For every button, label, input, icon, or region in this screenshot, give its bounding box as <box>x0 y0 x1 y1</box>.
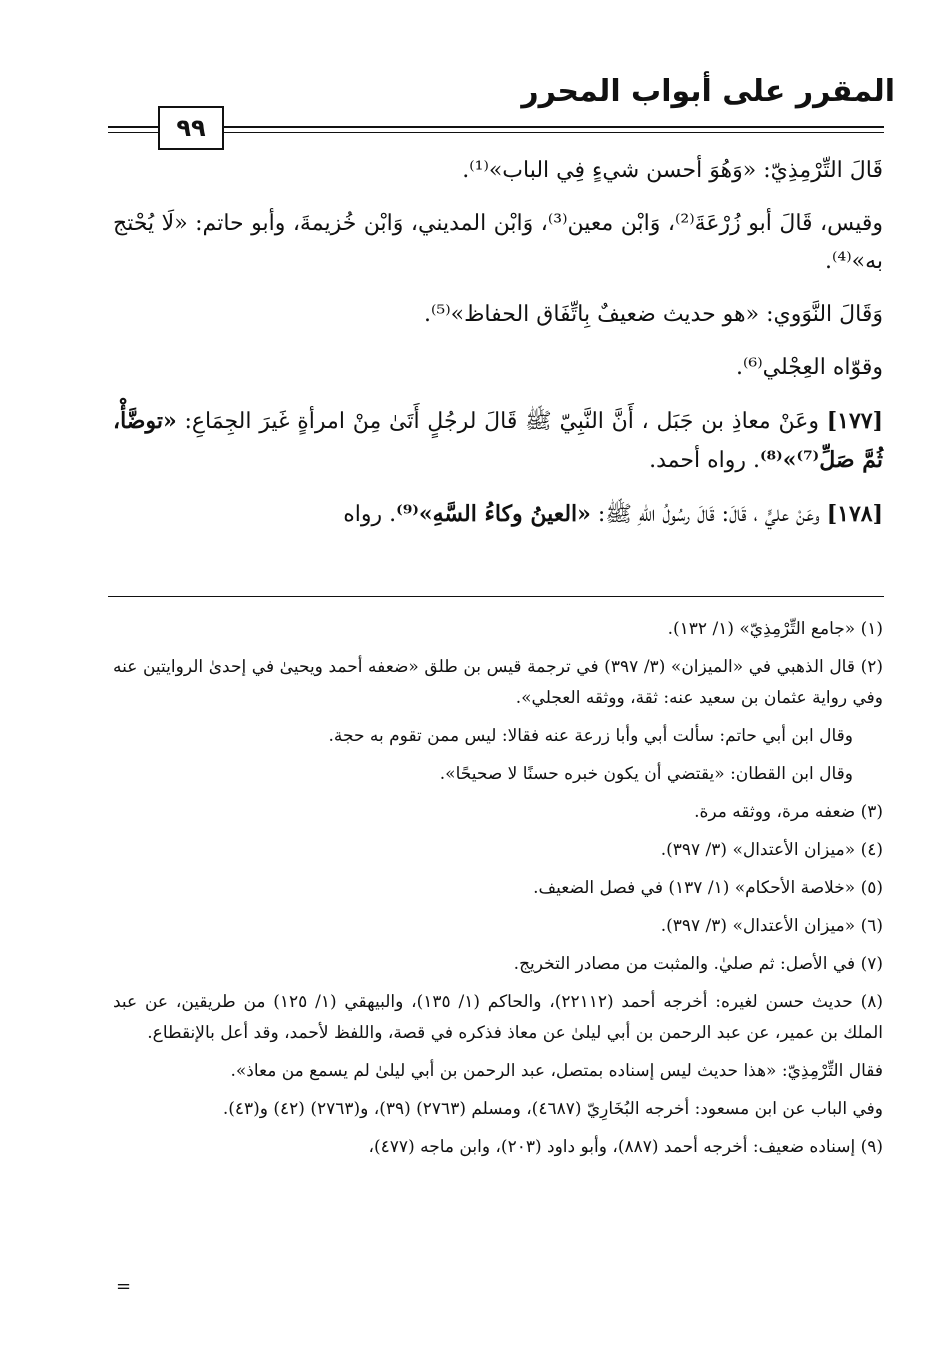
hadith-177-quote: «توضَّأْ، ثُمَّ صَلِّ⁽⁷⁾»⁽⁸⁾ <box>113 408 883 473</box>
hadith-178-text-b: . رواه <box>343 502 397 527</box>
paragraph-qays: وقيس، قَالَ أبو زُرْعَةَ⁽²⁾، وَابْن معين⁽³⁾، وَابْن المديني، وَابْن خُزيمةَ، وأبو حاتم: «لَا يُحْتج به»⁽⁴⁾. <box>113 211 883 274</box>
paragraph-ijli: وقوّاه العِجْلي⁽⁶⁾. <box>735 355 883 380</box>
footnote-2-ibn-abi-hatim: وقال ابن أبي حاتم: سألت أبي وأبا زرعة عنه فقالا: ليس ممن تقوم به حجة. <box>328 726 853 746</box>
main-text <box>113 152 883 549</box>
paragraph-tirmidhi-quote: قَالَ التِّرْمِذِيّ: «وَهُوَ أحسن شيءٍ فِي الباب»⁽¹⁾. <box>462 158 883 183</box>
hadith-178-quote: «العينُ وكاءُ السَّهِ»⁽⁹⁾ <box>396 501 591 527</box>
footnote-8: (٨) حديث حسن لغيره: أخرجه أحمد (٢٢١١٢)، والحاكم (١/ ١٣٥)، والبيهقي (١/ ١٢٥) من طريقين، عن عبد الملك بن عمير، عن عبد الرحمن بن أبي ليلىٰ عن معاذ فذكره في قصة، واللفظ لأحمد، وقد أعل بالإنقطاع. <box>113 992 883 1043</box>
header-rule <box>108 126 884 128</box>
footnote-4: (٤) «ميزان الأعتدال» (٣/ ٣٩٧). <box>660 840 883 860</box>
footnote-separator <box>108 596 884 597</box>
footnote-3: (٣) ضعفه مرة، ووثقه مرة. <box>694 802 883 822</box>
running-title: المقرر على أبواب المحرر <box>521 74 895 109</box>
footnote-2-ibn-al-qattan: وقال ابن القطان: «يقتضي أن يكون خبره حسنًا لا صحيحًا». <box>439 764 853 784</box>
page-number: ٩٩ <box>158 106 224 150</box>
footnote-5: (٥) «خلاصة الأحكام» (١/ ١٣٧) في فصل الضعيف. <box>533 878 883 898</box>
footnote-6: (٦) «ميزان الأعتدال» (٣/ ٣٩٧). <box>660 916 883 936</box>
header-rule-thin <box>108 132 884 133</box>
hadith-178-text-a: وعَنْ عليٍّ ، قَالَ: قَالَ رسُولُ اللهِ ﷺ: <box>597 502 820 527</box>
hadith-number-178: [١٧٨] <box>826 501 883 527</box>
hadith-178 <box>113 495 883 534</box>
footnote-2: (٢) قال الذهبي في «الميزان» (٣/ ٣٩٧) في ترجمة قيس بن طلق «ضعفه أحمد ويحيىٰ في إحدىٰ الروايتين عنه وفي رواية عثمان بن سعيد عنه: ثقة، ووثقه العجلي». <box>113 657 884 708</box>
footnote-9: (٩) إسناده ضعيف: أخرجه أحمد (٨٨٧)، وأبو داود (٢٠٣)، وابن ماجه (٤٧٧)، <box>368 1137 883 1157</box>
footnote-8-tirmidhi: فقال التِّرْمِذِيّ: «هذا حديث ليس إسناده بمتصل، عبد الرحمن بن أبي ليلىٰ لم يسمع من معاذ». <box>230 1061 883 1081</box>
hadith-177-text-a: وعَنْ معاذِ بن جَبَل ، أَنَّ النَّبِيّ ﷺ قَالَ لرجُلٍ أَتَىٰ مِنْ امرأةٍ غَيرَ الجِمَاعِ: <box>184 409 819 434</box>
hadith-177-text-b: . رواه أحمد. <box>649 448 760 473</box>
hadith-177 <box>113 402 883 480</box>
paragraph-nawawi: وَقَالَ النَّوَوي: «هو حديث ضعيفٌ بِاتِّفَاق الحفاظ»⁽⁵⁾. <box>423 302 883 327</box>
hadith-number-177: [١٧٧] <box>826 408 884 434</box>
footnote-1: (١) «جامع التِّرْمِذِيّ» (١/ ١٣٢). <box>667 619 883 639</box>
footnote-7: (٧) في الأصل: ثم صليٰ. والمثبت من مصادر التخريج. <box>513 954 883 974</box>
footnote-8-ibn-masud: وفي الباب عن ابن مسعود: أخرجه البُخَارِيّ (٤٦٨٧)، ومسلم (٢٧٦٣) (٣٩)، و(٢٧٦٣) (٤٢) و(٤٣). <box>222 1099 883 1119</box>
footnotes <box>113 614 883 1170</box>
continuation-mark: = <box>116 1276 132 1297</box>
